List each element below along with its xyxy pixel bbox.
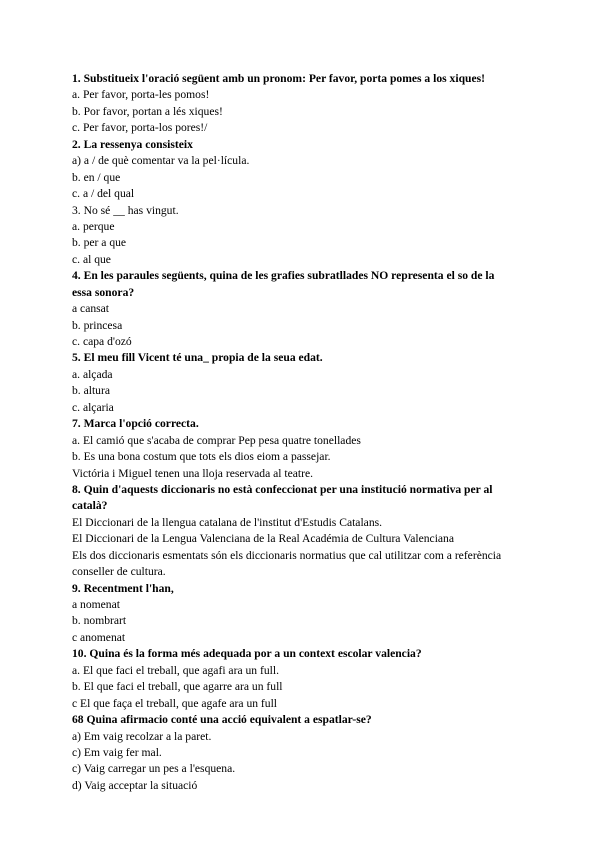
answer-line: b. altura (72, 384, 110, 398)
question-line: 9. Recentment l'han, (72, 581, 174, 595)
answer-line: c anomenat (72, 630, 126, 644)
question-line: essa sonora? (72, 285, 135, 299)
answer-line: a cansat (72, 302, 110, 316)
answer-line: c. Per favor, porta-los pores!/ (72, 121, 208, 135)
question-line: 4. En les paraules següents, quina de les grafies subratllades NO representa el so de la (72, 269, 495, 283)
answer-line: c. alçaria (72, 400, 114, 414)
answer-line: El Diccionari de la llengua catalana de l'institut d'Estudis Catalans. (72, 515, 383, 529)
answer-line: b. nombrart (72, 614, 127, 628)
answer-line: b. Por favor, portan a lés xiques! (72, 104, 223, 118)
answer-line: a nomenat (72, 598, 120, 611)
answer-line: a) a / de què comentar va la pel·lícula. (72, 154, 250, 168)
question-line: 1. Substitueix l'oració següent amb un pronom: Per favor, porta pomes a los xiques! (72, 72, 485, 85)
answer-line: b. El que faci el treball, que agarre ara un full (72, 680, 283, 694)
answer-line: a) Em vaig recolzar a la paret. (72, 729, 212, 743)
answer-line: c. capa d'ozó (72, 335, 132, 348)
document-body (72, 71, 532, 794)
answer-line: Victória i Miguel tenen una lloja reservada al teatre. (72, 466, 314, 480)
answer-line: b. princesa (72, 318, 123, 332)
answer-line: 3. No sé __ has vingut. (72, 203, 179, 217)
answer-line: El Diccionari de la Lengua Valenciana de la Real Académia de Cultura Valenciana (72, 532, 454, 546)
question-line: 2. La ressenya consisteix (72, 137, 193, 151)
question-line: 10. Quina és la forma més adequada por a un context escolar valencia? (72, 647, 422, 661)
answer-line: c El que faça el treball, que agafe ara un full (72, 696, 278, 710)
answer-line: c. a / del qual (72, 187, 135, 201)
answer-line: c. al que (72, 252, 111, 266)
question-line: català? (72, 499, 108, 513)
question-line: 8. Quin d'aquests diccionaris no està confeccionat per una institució normativa per al (72, 482, 493, 496)
question-line: 7. Marca l'opció correcta. (72, 417, 199, 431)
answer-line: c) Em vaig fer mal. (72, 745, 162, 759)
question-line: 68 Quina afirmacio conté una acció equivalent a espatlar-se? (72, 713, 372, 727)
answer-line: d) Vaig acceptar la situació (72, 778, 198, 792)
answer-line: c) Vaig carregar un pes a l'esquena. (72, 762, 236, 776)
answer-line: Els dos diccionaris esmentats són els diccionaris normatius que cal utilitzar com a referència (72, 548, 502, 562)
answer-line: a. alçada (72, 367, 113, 381)
question-line: 5. El meu fill Vicent té una_ propia de la seua edat. (72, 351, 323, 365)
answer-line: conseller de cultura. (72, 565, 166, 579)
answer-line: b. per a que (72, 236, 127, 250)
answer-line: b. en / que (72, 170, 121, 184)
answer-line: a. perque (72, 219, 115, 233)
answer-line: b. Es una bona costum que tots els dios eiom a passejar. (72, 450, 331, 464)
answer-line: a. Per favor, porta-les pomos! (72, 88, 210, 102)
answer-line: a. El camió que s'acaba de comprar Pep pesa quatre tonellades (72, 433, 361, 447)
answer-line: a. El que faci el treball, que agafi ara un full. (72, 663, 279, 677)
